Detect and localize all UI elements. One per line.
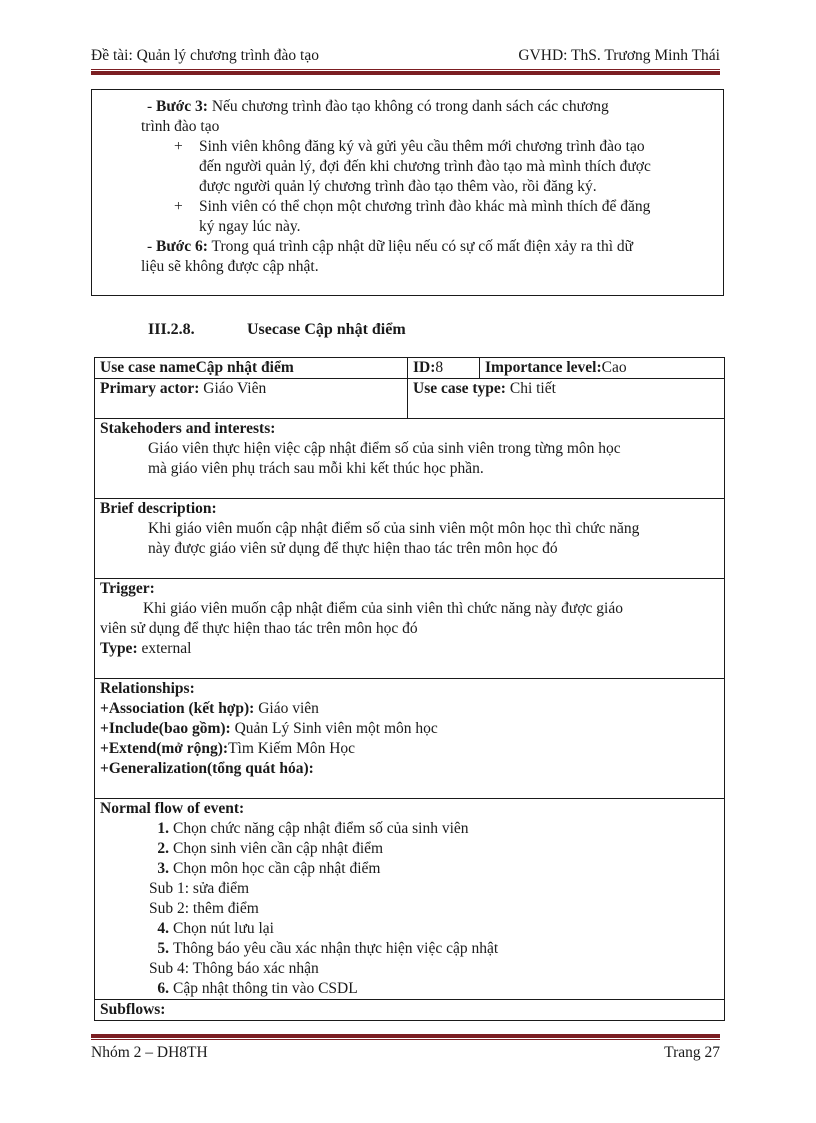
cell-normal-flow: Normal flow of event: 1. Chọn chức năng cập nhật điểm số của sinh viên 2. Chọn sinh viên cần cập nhật điểm 3. Chọn môn học cần cập nhật điểm Sub 1: sửa điểm Sub 2: thêm điểm 4. Chọn nút lưu lại 5. Thông báo yêu cầu xác nhận thực hiện việc cập nhật Sub 4: Thông báo xác nhận 6. Cập nhật thông tin vào CSDL [95,799,725,1000]
stakeholders-line-2: mà giáo viên phụ trách sau mỗi khi kết thúc học phần. [148,460,484,477]
bullet1-line-1: Sinh viên không đăng ký và gửi yêu cầu thêm mới chương trình đào tạo [199,138,645,155]
flow-sub-1: Sub 1: sửa điểm [149,880,250,897]
cell-importance: Importance level:Cao [480,358,725,379]
step6-line: - Bước 6: Trong quá trình cập nhật dữ liệu nếu có sự cố mất điện xảy ra thì dữ [147,238,634,255]
cell-trigger: Trigger: Khi giáo viên muốn cập nhật điểm của sinh viên thì chức năng này được giáo viên sử dụng để thực hiện thao tác trên môn học đó Type: external [95,579,725,679]
flow-step-2: 2. Chọn sinh viên cần cập nhật điểm [157,840,384,857]
flow-sub-4: Sub 4: Thông báo xác nhận [149,960,319,977]
section-number: III.2.8. [148,321,195,338]
row-actor [95,379,725,419]
cell-subflows: Subflows: [95,1000,725,1021]
step3-line: - Bước 3: Nếu chương trình đào tạo không có trong danh sách các chương [147,98,609,115]
row-stakeholders [95,419,725,499]
bullet2-line-1: Sinh viên có thể chọn một chương trình đào khác mà mình thích để đăng [199,198,651,215]
footer-rule-thin [91,1039,720,1040]
bullet1-line-3: được người quản lý chương trình đào tạo thêm vào, rồi đăng ký. [199,178,597,195]
extend-line: +Extend(mở rộng):Tìm Kiếm Môn Học [100,740,356,757]
cell-usecase-name: Use case nameCập nhật điểm [95,358,408,379]
flow-step-1: 1. Chọn chức năng cập nhật điểm số của sinh viên [157,820,469,837]
step3-line-2: trình đào tạo [141,118,220,135]
header-rule-thin [91,69,720,70]
section-title: Usecase Cập nhật điểm [247,321,406,338]
cell-primary-actor: Primary actor: Giáo Viên [95,379,408,419]
cell-stakeholders: Stakehoders and interests: Giáo viên thực hiện việc cập nhật điểm số của sinh viên trong từng môn học mà giáo viên phụ trách sau mỗi khi kết thúc học phần. [95,419,725,499]
row-normal-flow [95,799,725,1000]
cell-id: ID:8 [408,358,480,379]
row-trigger [95,579,725,679]
cell-relationships: Relationships: +Association (kết hợp): Giáo viên +Include(bao gồm): Quản Lý Sinh viên một môn học +Extend(mở rộng):Tìm Kiếm Môn Học +Generalization(tổng quát hóa): [95,679,725,799]
flow-step-5: 5. Thông báo yêu cầu xác nhận thực hiện việc cập nhật [157,940,499,957]
footer-rule-thick [91,1034,720,1038]
row-brief [95,499,725,579]
flow-sub-2: Sub 2: thêm điểm [149,900,259,917]
brief-line-1: Khi giáo viên muốn cập nhật điểm số của sinh viên một môn học thì chức năng [148,520,640,537]
footer-group: Nhóm 2 – DH8TH [91,1044,208,1061]
trigger-line-1: Khi giáo viên muốn cập nhật điểm của sinh viên thì chức năng này được giáo [143,600,623,617]
cell-brief-description: Brief description: Khi giáo viên muốn cập nhật điểm số của sinh viên một môn học thì chức năng này được giáo viên sử dụng để thực hiện thao tác trên môn học đó [95,499,725,579]
header-topic: Đề tài: Quản lý chương trình đào tạo [91,47,319,64]
bullet-plus-2: + [174,198,183,215]
page-header [91,46,720,66]
flow-step-4: 4. Chọn nút lưu lại [157,920,274,937]
brief-line-2: này được giáo viên sử dụng để thực hiện thao tác trên môn học đó [148,540,558,557]
include-line: +Include(bao gồm): Quản Lý Sinh viên một môn học [100,720,438,737]
cell-usecase-type: Use case type: Chi tiết [408,379,725,419]
header-advisor: GVHD: ThS. Trương Minh Thái [518,47,720,64]
bullet-plus-1: + [174,138,183,155]
usecase-table [94,357,725,1021]
page-number: Trang 27 [664,1044,720,1061]
flow-step-3: 3. Chọn môn học cần cập nhật điểm [157,860,381,877]
row-subflows [95,1000,725,1021]
continuation-box [91,89,724,296]
bullet1-line-2: đến người quản lý, đợi đến khi chương trình đào tạo mà mình thích được [199,158,651,175]
trigger-line-2: viên sử dụng để thực hiện thao tác trên môn học đó [100,620,418,637]
section-heading [148,320,406,340]
row-relationships [95,679,725,799]
row-name [95,358,725,379]
stakeholders-line-1: Giáo viên thực hiện việc cập nhật điểm số của sinh viên trong từng môn học [148,440,621,457]
page-footer [91,1043,720,1063]
header-rule-thick [91,71,720,75]
step6-line-2: liệu sẽ không được cập nhật. [141,258,319,275]
bullet2-line-2: ký ngay lúc này. [199,218,301,235]
flow-step-6: 6. Cập nhật thông tin vào CSDL [157,980,358,997]
association-line: +Association (kết hợp): Giáo viên [100,700,319,717]
generalization-line: +Generalization(tổng quát hóa): [100,760,314,777]
